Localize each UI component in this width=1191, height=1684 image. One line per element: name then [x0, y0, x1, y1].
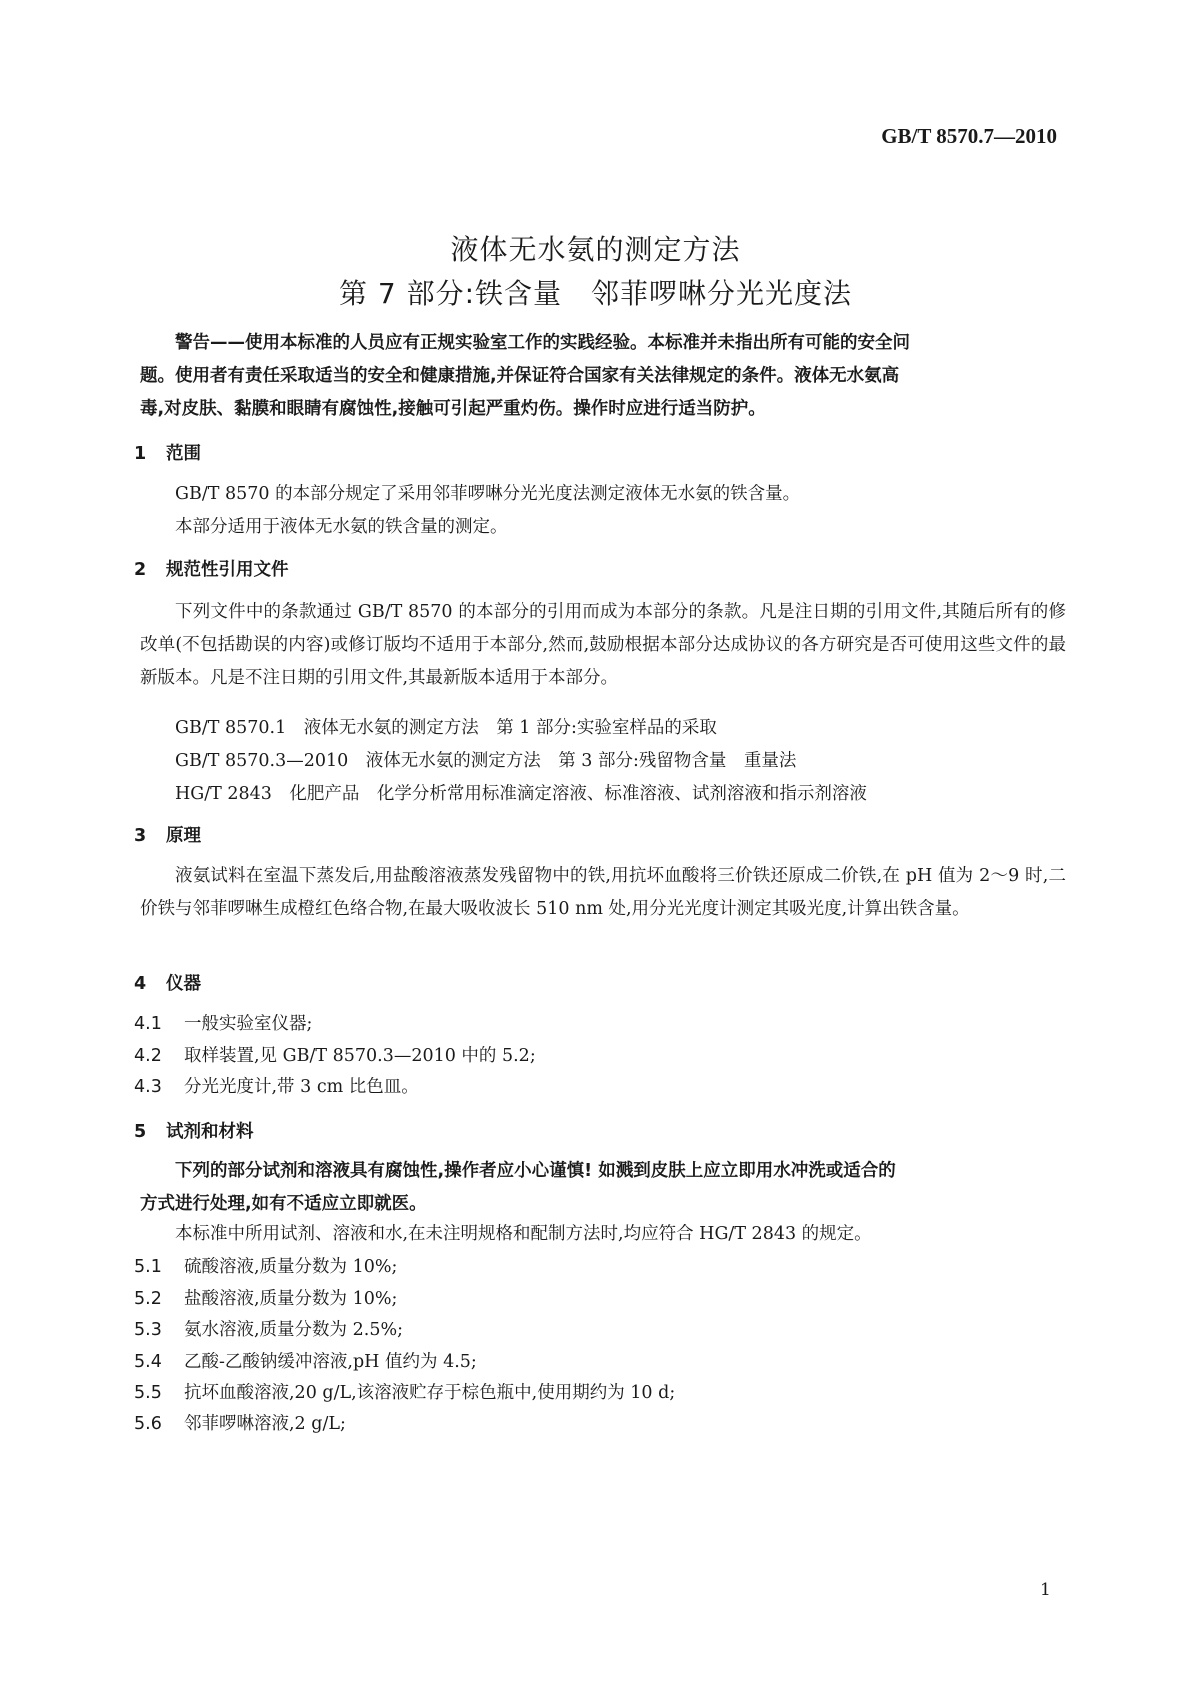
section-heading-reagents — [134, 1118, 254, 1143]
warning-line: 方式进行处理,如有不适应立即就医。 — [140, 1194, 427, 1214]
list-item — [134, 1316, 403, 1341]
section-number: 3 — [134, 826, 147, 846]
reference-item: HG/T 2843 化肥产品 化学分析常用标准滴定溶液、标准溶液、试剂溶液和指示剂溶液 — [175, 784, 867, 804]
section-heading-principle — [134, 822, 201, 847]
reference-item: GB/T 8570.1 液体无水氨的测定方法 第 1 部分:实验室样品的采取 — [175, 718, 717, 738]
item-text: 抗坏血酸溶液,20 g/L,该溶液贮存于棕色瓶中,使用期约为 10 d; — [184, 1383, 676, 1403]
reference-list — [140, 712, 1066, 811]
section-title: 试剂和材料 — [166, 1122, 254, 1142]
list-item — [134, 1010, 312, 1035]
item-number: 5.3 — [134, 1320, 162, 1340]
list-item — [134, 1042, 536, 1067]
paragraph: 本部分适用于液体无水氨的铁含量的测定。 — [175, 517, 508, 537]
section-heading-references — [134, 556, 289, 581]
reagent-intro — [140, 1218, 1066, 1251]
section-title: 原理 — [166, 826, 201, 846]
scope-body — [140, 478, 1066, 544]
page-number: 1 — [1040, 1580, 1051, 1600]
section-number: 5 — [134, 1122, 147, 1142]
list-item — [134, 1379, 675, 1404]
warning-line: 毒,对皮肤、黏膜和眼睛有腐蚀性,接触可引起严重灼伤。操作时应进行适当防护。 — [140, 399, 766, 419]
item-text: 氨水溶液,质量分数为 2.5%; — [184, 1320, 403, 1340]
item-number: 5.1 — [134, 1257, 162, 1277]
item-text: 邻菲啰啉溶液,2 g/L; — [184, 1414, 346, 1434]
item-number: 5.6 — [134, 1414, 162, 1434]
list-item — [134, 1073, 419, 1098]
section-number: 1 — [134, 444, 147, 464]
paragraph: 液氨试料在室温下蒸发后,用盐酸溶液蒸发残留物中的铁,用抗坏血酸将三价铁还原成二价铁,在 pH 值为 2～9 时,二价铁与邻菲啰啉生成橙红色络合物,在最大吸收波长 510 nm 处,用分光光度计测定其吸光度,计算出铁含量。 — [140, 866, 1066, 919]
item-number: 5.5 — [134, 1383, 162, 1403]
warning-line: 下列的部分试剂和溶液具有腐蚀性,操作者应小心谨慎! 如溅到皮肤上应立即用水冲洗或适合的 — [175, 1161, 896, 1181]
section-title: 规范性引用文件 — [166, 560, 289, 580]
reference-item: GB/T 8570.3—2010 液体无水氨的测定方法 第 3 部分:残留物含量 重量法 — [175, 751, 797, 771]
list-item — [134, 1348, 477, 1373]
section-title: 范围 — [166, 444, 201, 464]
warning-line: 题。使用者有责任采取适当的安全和健康措施,并保证符合国家有关法律规定的条件。液体无水氨高 — [140, 366, 900, 386]
paragraph: 本标准中所用试剂、溶液和水,在未注明规格和配制方法时,均应符合 HG/T 2843 的规定。 — [175, 1224, 872, 1244]
document-title: 液体无水氨的测定方法 — [450, 233, 741, 266]
item-number: 5.2 — [134, 1289, 162, 1309]
section-number: 2 — [134, 560, 147, 580]
warning-block — [140, 327, 1066, 426]
item-text: 盐酸溶液,质量分数为 10%; — [184, 1289, 398, 1309]
warning-line: 警告——使用本标准的人员应有正规实验室工作的实践经验。本标准并未指出所有可能的安全问 — [175, 333, 910, 353]
section-heading-apparatus — [134, 970, 201, 995]
item-text: 分光光度计,带 3 cm 比色皿。 — [184, 1077, 419, 1097]
paragraph: 下列文件中的条款通过 GB/T 8570 的本部分的引用而成为本部分的条款。凡是注日期的引用文件,其随后所有的修改单(不包括勘误的内容)或修订版均不适用于本部分,然而,鼓励根据本部分达成协议的各方研究是否可使用这些文件的最新版本。凡是不注日期的引用文件,其最新版本适用于本部分。 — [140, 602, 1066, 688]
paragraph: GB/T 8570 的本部分规定了采用邻菲啰啉分光光度法测定液体无水氨的铁含量。 — [175, 484, 801, 504]
item-number: 5.4 — [134, 1352, 162, 1372]
section-title: 仪器 — [166, 974, 201, 994]
item-text: 乙酸-乙酸钠缓冲溶液,pH 值约为 4.5; — [184, 1352, 477, 1372]
item-number: 4.2 — [134, 1046, 162, 1066]
item-text: 取样装置,见 GB/T 8570.3—2010 中的 5.2; — [184, 1046, 536, 1066]
section-number: 4 — [134, 974, 147, 994]
item-text: 一般实验室仪器; — [184, 1014, 313, 1034]
item-number: 4.3 — [134, 1077, 162, 1097]
item-number: 4.1 — [134, 1014, 162, 1034]
item-text: 硫酸溶液,质量分数为 10%; — [184, 1257, 398, 1277]
list-item — [134, 1285, 397, 1310]
list-item — [134, 1253, 397, 1278]
document-subtitle: 第 7 部分:铁含量 邻菲啰啉分光光度法 — [338, 277, 853, 310]
reagent-warning — [140, 1155, 1066, 1221]
section-heading-scope — [134, 440, 201, 465]
list-item — [134, 1410, 346, 1435]
standard-code: GB/T 8570.7—2010 — [881, 124, 1057, 148]
